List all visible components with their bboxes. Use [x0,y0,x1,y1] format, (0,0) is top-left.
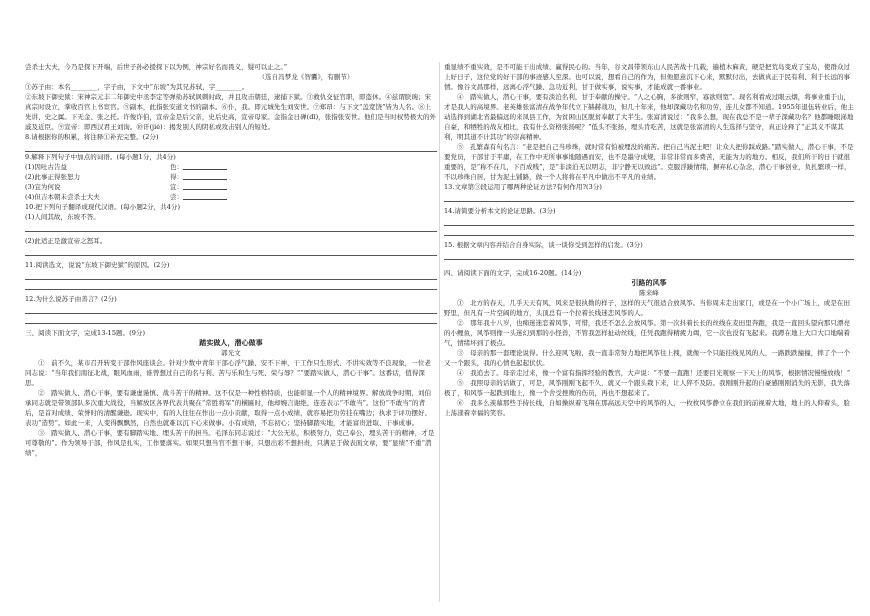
article-1-para-3: ③ 踏实做人、潜心干事，要有脚踏实地、埋头苦干的担当。毛泽东同志说过：“大公无私，积极努力，克己奉公，埋头苦干的精神，才是可尊敬的”。作为领导干部，作风是扎实，工作要落实。如果只想当官不想干事，只想出彩不想担责，只满足于做表面文章，要“显绩”不重“潜绩”， [25,429,435,457]
article-2-para-3: ③ 母亲的那一套理论说得。什么迎风飞啦，我一直非常努力地把风筝往上拽，就像一个只能挂线见风的人，一路跌跌撞撞，摔了个一个又一个跟头，我的心情也起起伏伏。 [444,349,850,367]
answer-line[interactable] [444,226,854,236]
q9-item: (1)因吐古告益 色： [25,162,437,172]
answer-line[interactable] [25,246,437,256]
section-4-heading: 四、请阅读下面的文字，完成16-20题。(14分) [444,269,582,277]
answer-blank[interactable] [183,192,227,200]
article-1-para-1: ① 前不久，某市召开转变干部作风座谈会。针对少数中青年干部心浮气躁、安不下神、干工作只生形式、不讲实效等不良现象，一位老同志说：“当年我们南征北战，眼风血雨，谁曾想过自己的名与利、苦与乐和生与死、荣与辱？”“要踏实做人，潜心干事”。这番话，值得深思。 [25,359,431,387]
answer-blank[interactable] [183,182,227,190]
answer-line[interactable] [25,222,437,232]
answer-line[interactable] [25,270,437,280]
question-10-2: (2)此适正是激宣帝之怒耳。 [25,237,107,245]
question-10: 10.把下列句子翻译成现代汉语。(每小题2分，共4分) [25,203,181,211]
article-1-para-5: ⑤ 孔繁森有句名言：“老是把自己当珍珠，就时常有怕被埋没的痛苦。把自己当泥土吧！让众人把你踩成路。”踏实做人，潜心干事，不是要党员，干部甘于平庸，在工作中无所事事地随遇而安，也不是墨守成规，非常非常而多费苦，无能为力的地方。相反，我们所干的日干就很重要的，是“称不在几，下百成贱”，是“非淡泊无以明志，非宁静无以致远”。克服浮躁情绪，摒弃私心杂念，潜心干事创业，负扎繁琐一样，不以珍珠自居，甘为泥土铺路，做一个人将将在平凡中做出不平凡的业绩。 [444,143,854,181]
article-2-para-2: ② 那年我十八岁，也痴迷迷恋着风筝，可惜，我还不怎么会放风筝。第一次抖着长长的丝线在麦田里奔跑，我是一直回头望向那只漂亮的小鲤鱼，风筝则像一头迷幻到那的小怪兽，不管我怎样扯动丝线，任凭我跑得精疲力竭，它一次也没有飞起来。我蹲在地上大口大口地喘着气，情绪坏到了极点。 [444,319,851,347]
article-1-para-4: ④ 踏实做人，潜心干事，要有淡泊名利，甘于奉献的操守。“人之心胸，多欲则窄，寡欲则宽”。现名利看成过眼云烟，将事业重于山，才是我人的高境界。老英雄张富清在战争年代立下赫赫战功，但几十年来，他却深藏功名和功劳，连儿女都不知道。1955年退伍转业后，他主动选择到湖北省最偏远的来凤县工作，为贫困山区脱贫奉献了大半生。张富清说过：“我多么想，现在我总不是一辈子深藏功名？他都睡眼涕地自豪，和牺牲的战友相比，我有什么资格张扬呢？”低头不张扬，埋头肯吃苦，这就是张富清的人生选择与坚守，真正诠释了“正其义不谋其利，明其道不计其功”的崇高精神。 [444,93,854,141]
question-11: 11.阅读选文，说说“东坡下御史狱”的原因。(2分) [25,261,170,269]
left-column [25,62,437,458]
question-10-1: (1)人间其故，东坡不答。 [25,213,100,221]
article-2-para-5: ⑤ 我照母亲的话做了，可是，风筝刚刚飞起不久，就又一个跟头栽下来，让人猝不及防。我刚刚升起的自豪感刚刚消失的无影，我失落极了，和风筝一起跌到地上，像一个舍受挫败的伤员，再也不想起来了。 [444,379,850,397]
passage-ending: 尝杀士大夫，今乃是探下开端，后世子孙必援探下以为例，神宗好名而畏义，疑可以止之。” [25,63,288,71]
note-1: ①苏子由：本名________，字子由，下文中“东坡”为其兄苏轼，字________。 [25,83,249,91]
right-column [444,62,854,418]
q9-item: (4)但吉本朝未尝杀士大夫 尝： [25,192,437,202]
question-9: 9.解释下列句子中加点的词语。(每小题1分，共4分) [25,153,176,161]
question-8: 8.请根据你的积累，将注释①补充完整。(2分) [25,133,159,141]
answer-blank[interactable] [183,162,227,170]
q9-item: (2)此事正得张恕力 得： [25,172,437,182]
question-13: 13.文章第③段运用了哪两种论证方法?有何作用?(3分) [444,183,602,191]
note-2: ②东坡下御史狱：宋神宗元丰二年御史中丞李定等弹劾苏轼讽刺时政，并且攻击朝廷，逮捕下狱。③救仇交征官职，即盗休。④兹谓朕琬；宋真宗时设立，掌收百官上书宦官。⑤副本，此指张安道文书的副本。⑥仆，我。即元城先生刘安世。⑦郑昂：与下文“盖宽饶”皆为人名。⑧上先讲、史之属。下无金、张之托。许俊诈伯，宣帝金是后父亲，史后史高，宣帝母家。金指金日䃅(dī)，张指张安世。他们是当时权势极大的外戚及近臣。⑨宣帝：即西汉君王刘询。⑩讦(jié)：揭发别人的阴私或攻击别人的短处。 [25,93,437,131]
answer-line[interactable] [444,250,854,260]
question-15: 15. 根据文章内容并结合自身实际，谈一谈你受到怎样的启发。(3分) [444,241,643,249]
answer-line[interactable] [444,192,854,202]
article-1-para-2: ② 踏实做人、潜心干事，要有谦虚谨慎、战斗苦干的精神。这不仅是一种性格特质，也能彰显一个人的精神境界。解放战争时期，刘伯承同志就是带领部队多次重大战役，当解放区各界代表共聚在“常胜将军”的横匾时，他却婉言谢绝，连连表示“不敢当”。这份“不敢当”的背后，是首对成绩、荣誉时的清醒谦逊。现实中，有的人往往在作出一点小贡献，取得一点小成绩，就容易把功劳挂在嘴边；执求于评功摆好、表功“造势”。如此一来，人变得飘飘然，自然也就难以沉下心来做事。小有成绩，不忘初心；坚持脚踏实地，才能富贵进取、干事成事。 [25,389,432,427]
section-3-heading: 三、阅读下面文字，完成13-15题。(9分) [25,329,146,337]
article-1-author: 郭光文 [221,349,241,357]
article-1-para-3-cont: 重显绩不重实效，是不可能干出成绩、赢得民心的。当年，谷文昌带领东山人民苦战十几载，遍植木麻黄，硬是把荒岛变成了宝岛，使群众过上好日子，这位党的好干部的事迹感人至深。也可以说，想看自己的作为，但他愿意沉下心来，默默付出，去做真正于民有利、利于长远的事情。像谷文昌那样，远离心浮气躁、急功近利，甘于做实事，说实事，才能成就一番事业。 [444,63,851,91]
answer-blank[interactable] [183,172,227,180]
answer-line[interactable] [25,304,437,314]
answer-line[interactable] [444,216,854,226]
answer-line[interactable] [25,142,437,152]
article-2-title: 引路的风筝 [631,278,667,287]
article-1-title: 踏实做人，潜心做事 [199,338,263,347]
column-divider [439,62,440,602]
question-14: 14.请简要分析本文的论证思路。(3分) [444,207,556,215]
q9-item: (3)宜为何说 宜： [25,182,437,192]
question-12: 12.为什么说苏子由善言？(2分) [25,295,117,303]
article-2-para-4: ④ 我追去了。母亲走过来，像一个富有指挥经验的教官，大声说：“不要一直跑！还要目光观察一下天上的风筝，根据情况慢慢放线！” [457,369,851,377]
answer-line[interactable] [25,280,437,290]
article-2-para-1: ① 北方的春天，几乎天天有风，风来是很执拗的样子，这样的天气很适合放风筝。当你周末走出家门，或是在一个小广场上，或是在田野里，但凡有一片空阔的地方，头顶总有一个拉着长线迷恋风筝的人。 [444,299,850,317]
article-2-author: 陈来峰 [639,289,659,297]
answer-line[interactable] [25,314,437,324]
source-note: （选自冯梦龙《智囊》，有删节） [258,73,354,81]
article-2-para-6: ⑥ 我多么羡慕那些手持长线，自如操纵着飞翔在那高远天空中的风筝的人，一枚枚风筝静立在我们的前视着大地，地上的人仰着头，脸上荡漾着幸福的笑容。 [444,399,850,417]
